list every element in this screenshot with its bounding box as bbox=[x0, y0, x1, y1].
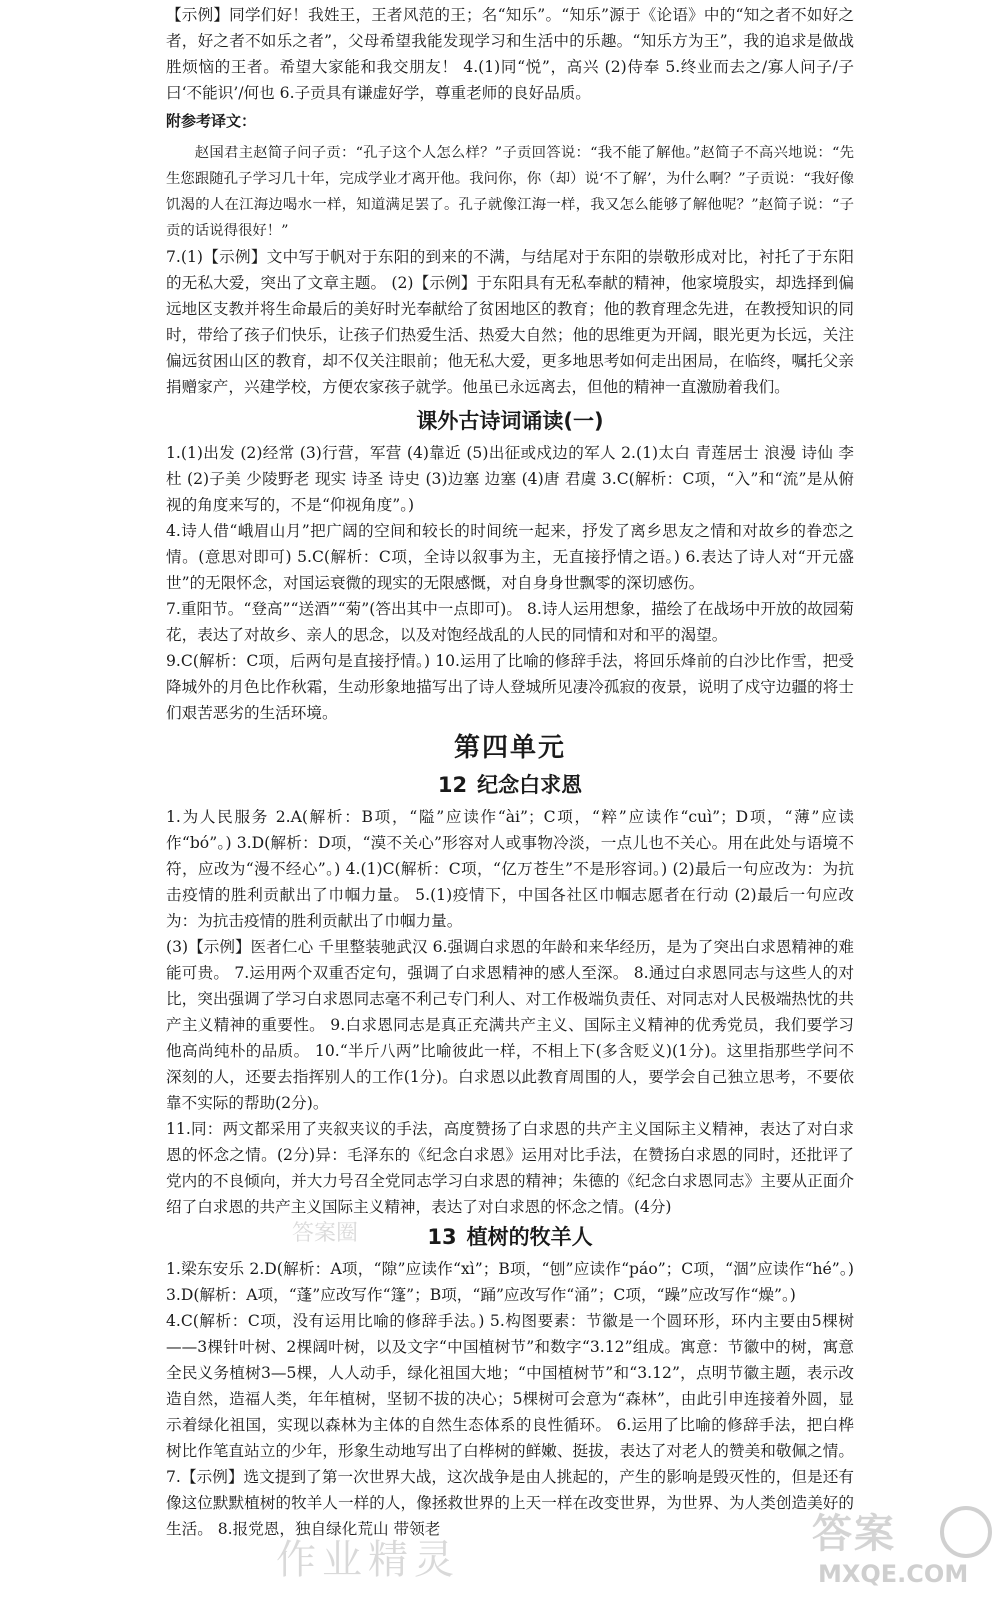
poems-paragraph-2: 4.诗人借“峨眉山月”把广阔的空间和较长的时间统一起来，抒发了离乡思友之情和对故乡的眷恋之情。(意思对即可) 5.C(解析：C项，全诗以叙事为主，无直接抒情之语。) 6.表达了诗人对“开元盛世”的无限怀念，对国运衰微的现实的无限感慨，对自身身世飘零的深切感伤。 bbox=[166, 522, 854, 592]
lesson-13-name: 植树的牧羊人 bbox=[466, 1225, 593, 1249]
lesson-12-paragraph-2: (3)【示例】医者仁心 千里整装驰武汉 6.强调白求恩的年龄和来华经历，是为了突出白求恩精神的难能可贵。 7.运用两个双重否定句，强调了白求恩精神的感人至深。 8.通过白求恩同志与这些人的对比，突出强调了学习白求恩同志毫不利己专门利人、对工作极端负责任、对同志对人民极端热忱的共产主义精神的重要性。 9.白求恩同志是真正充满共产主义、国际主义精神的优秀党员，我们要学习他高尚纯朴的品质。 10.“半斤八两”比喻彼此一样，不相上下(多含贬义)(1分)。这里指那些学问不深刻的人，还要去指挥别人的工作(1分)。白求恩以此教育周围的人，要学会自己独立思考，不要依靠不实际的帮助(2分)。 bbox=[166, 938, 854, 1112]
lesson-12-title bbox=[166, 768, 854, 802]
site-logo bbox=[812, 1500, 990, 1596]
unit-title: 第四单元 bbox=[453, 733, 566, 763]
lesson-12-name: 纪念白求恩 bbox=[477, 773, 583, 797]
logo-text: 答案 bbox=[812, 1511, 896, 1557]
poems-paragraph-1: 1.(1)出发 (2)经常 (3)行营，军营 (4)靠近 (5)出征或戍边的军人 2.(1)太白 青莲居士 浪漫 诗仙 李杜 (2)子美 少陵野老 现实 诗圣 诗史 (3)边塞 边塞 (4)唐 君虞 3.C(解析：C项，“入”和“流”是从俯视的角度来写的，不是“仰视角度”。) bbox=[166, 444, 854, 514]
lesson-13-paragraph-1: 1.梁东安乐 2.D(解析：A项，“隙”应读作“xì”；B项，“刨”应读作“páo”；C项，“涸”应读作“hé”。) 3.D(解析：A项，“蓬”应改写作“篷”；B项，“踊”应改写作“涌”；C项，“躁”应改写作“燥”。) bbox=[166, 1260, 854, 1304]
section-title-ancient-poems: 课外古诗词诵读(一) bbox=[416, 409, 604, 433]
lesson-12-paragraph-3: 11.同：两文都采用了夹叙夹议的手法，高度赞扬了白求恩的共产主义国际主义精神，表达了对白求恩的怀念之情。(2分)异：毛泽东的《纪念白求恩》运用对比手法，在赞扬白求恩的同时，还批评了党内的不良倾向，并大力号召全党同志学习白求恩的精神；朱德的《纪念白求恩同志》主要从正面介绍了白求恩的共产主义国际主义精神，表达了对白求恩的怀念之情。(4分) bbox=[166, 1120, 854, 1216]
appendix-label: 附参考译文： bbox=[166, 112, 257, 130]
watermark-middle: 答案圈 bbox=[292, 1221, 359, 1246]
answer-block-q7: 7.(1)【示例】文中写于帆对于东阳的到来的不满，与结尾对于东阳的崇敬形成对比，衬托了于东阳的无私大爱，突出了文章主题。 (2)【示例】于东阳具有无私奉献的精神，他家境殷实，却选择到偏远地区支教并将生命最后的美好时光奉献给了贫困地区的教育；他的教育理念先进，在教授知识的同时，带给了孩子们快乐，让孩子们热爱生活、热爱大自然；他的思维更为开阔，眼光更为长远，关注偏远贫困山区的教育，却不仅关注眼前；他无私大爱，更多地思考如何走出困局，在临终，嘱托父亲捐赠家产，兴建学校，方便农家孩子就学。他虽已永远离去，但他的精神一直激励着我们。 bbox=[166, 248, 854, 396]
logo-seal-icon bbox=[940, 1506, 992, 1558]
logo-url: MXQE.COM bbox=[818, 1560, 969, 1588]
page-content bbox=[166, 2, 854, 1542]
lesson-12-paragraph-1: 1.为人民服务 2.A(解析：B项，“隘”应读作“ài”；C项，“粹”应读作“cuì”；D项，“薄”应读作“bó”。) 3.D(解析：D项，“漠不关心”形容对人或事物冷淡，一点儿也不关心。用在此处与语境不符，应改为“漫不经心”。) 4.(1)C(解析：C项，“亿万苍生”不是形容词。) (2)最后一句应改为：为抗击疫情的胜利贡献出了巾帼力量。 5.(1)疫情下，中国各社区巾帼志愿者在行动 (2)最后一句应改为：为抗击疫情的胜利贡献出了巾帼力量。 bbox=[166, 808, 854, 930]
lesson-13-title bbox=[166, 1220, 854, 1254]
answer-block-intro: 【示例】同学们好！我姓王，王者风范的王；名“知乐”。“知乐”源于《论语》中的“知之者不如好之者，好之者不如乐之者”，父母希望我能发现学习和生活中的乐趣。“知乐方为王”，我的追求是做战胜烦恼的王者。希望大家能和我交朋友！ 4.(1)同“悦”，高兴 (2)侍奉 5.终业而去之/寡人问子/子曰‘不能识’/何也 6.子贡具有谦虚好学，尊重老师的良好品质。 bbox=[166, 6, 854, 102]
lesson-12-number: 12 bbox=[437, 773, 468, 797]
poems-paragraph-4: 9.C(解析：C项，后两句是直接抒情。) 10.运用了比喻的修辞手法，将回乐烽前的白沙比作雪，把受降城外的月色比作秋霜，生动形象地描写出了诗人登城所见凄冷孤寂的夜景，说明了戍守边疆的将士们艰苦恶劣的生活环境。 bbox=[166, 652, 854, 722]
lesson-13-number: 13 bbox=[427, 1225, 457, 1249]
lesson-13-paragraph-2: 4.C(解析：C项，没有运用比喻的修辞手法。) 5.构图要素：节徽是一个圆环形，环内主要由5棵树——3棵针叶树、2棵阔叶树，以及文字“中国植树节”和数字“3.12”组成。寓意：节徽中的树，寓意全民义务植树3—5棵，人人动手，绿化祖国大地；“中国植树节”和“3.12”，点明节徽主题，表示改造自然，造福人类，年年植树，坚韧不拔的决心；5棵树可会意为“森林”，由此引申连接着外圆，显示着绿化祖国，实现以森林为主体的自然生态体系的良性循环。 6.运用了比喻的修辞手法，把白桦树比作笔直站立的少年，形象生动地写出了白桦树的鲜嫩、挺拔，表达了对老人的赞美和敬佩之情。 7.【示例】选文提到了第一次世界大战，这次战争是由人挑起的，产生的影响是毁灭性的，但是还有像这位默默植树的牧羊人一样的人，像拯救世界的上天一样在改变世界，为世界、为人类创造美好的生活。 8.报党恩，独自绿化荒山 带领老 bbox=[166, 1312, 854, 1538]
translation-text: 赵国君主赵简子问子贡：“孔子这个人怎么样？”子贡回答说：“我不能了解他。”赵简子不高兴地说：“先生您跟随孔子学习几十年，完成学业才离开他。我问你，你（却）说‘不了解’，为什么啊？”子贡说：“我好像饥渴的人在江海边喝水一样，知道满足罢了。孔子就像江海一样，我又怎么能够了解他呢？”赵简子说：“子贡的话说得很好！” bbox=[166, 145, 854, 239]
poems-paragraph-3: 7.重阳节。“登高”“送酒”“菊”(答出其中一点即可)。 8.诗人运用想象，描绘了在战场中开放的故园菊花，表达了对故乡、亲人的思念，以及对饱经战乱的人民的同情和对和平的渴望。 bbox=[166, 600, 854, 644]
watermark-bottom: 作业精灵 bbox=[276, 1537, 460, 1583]
